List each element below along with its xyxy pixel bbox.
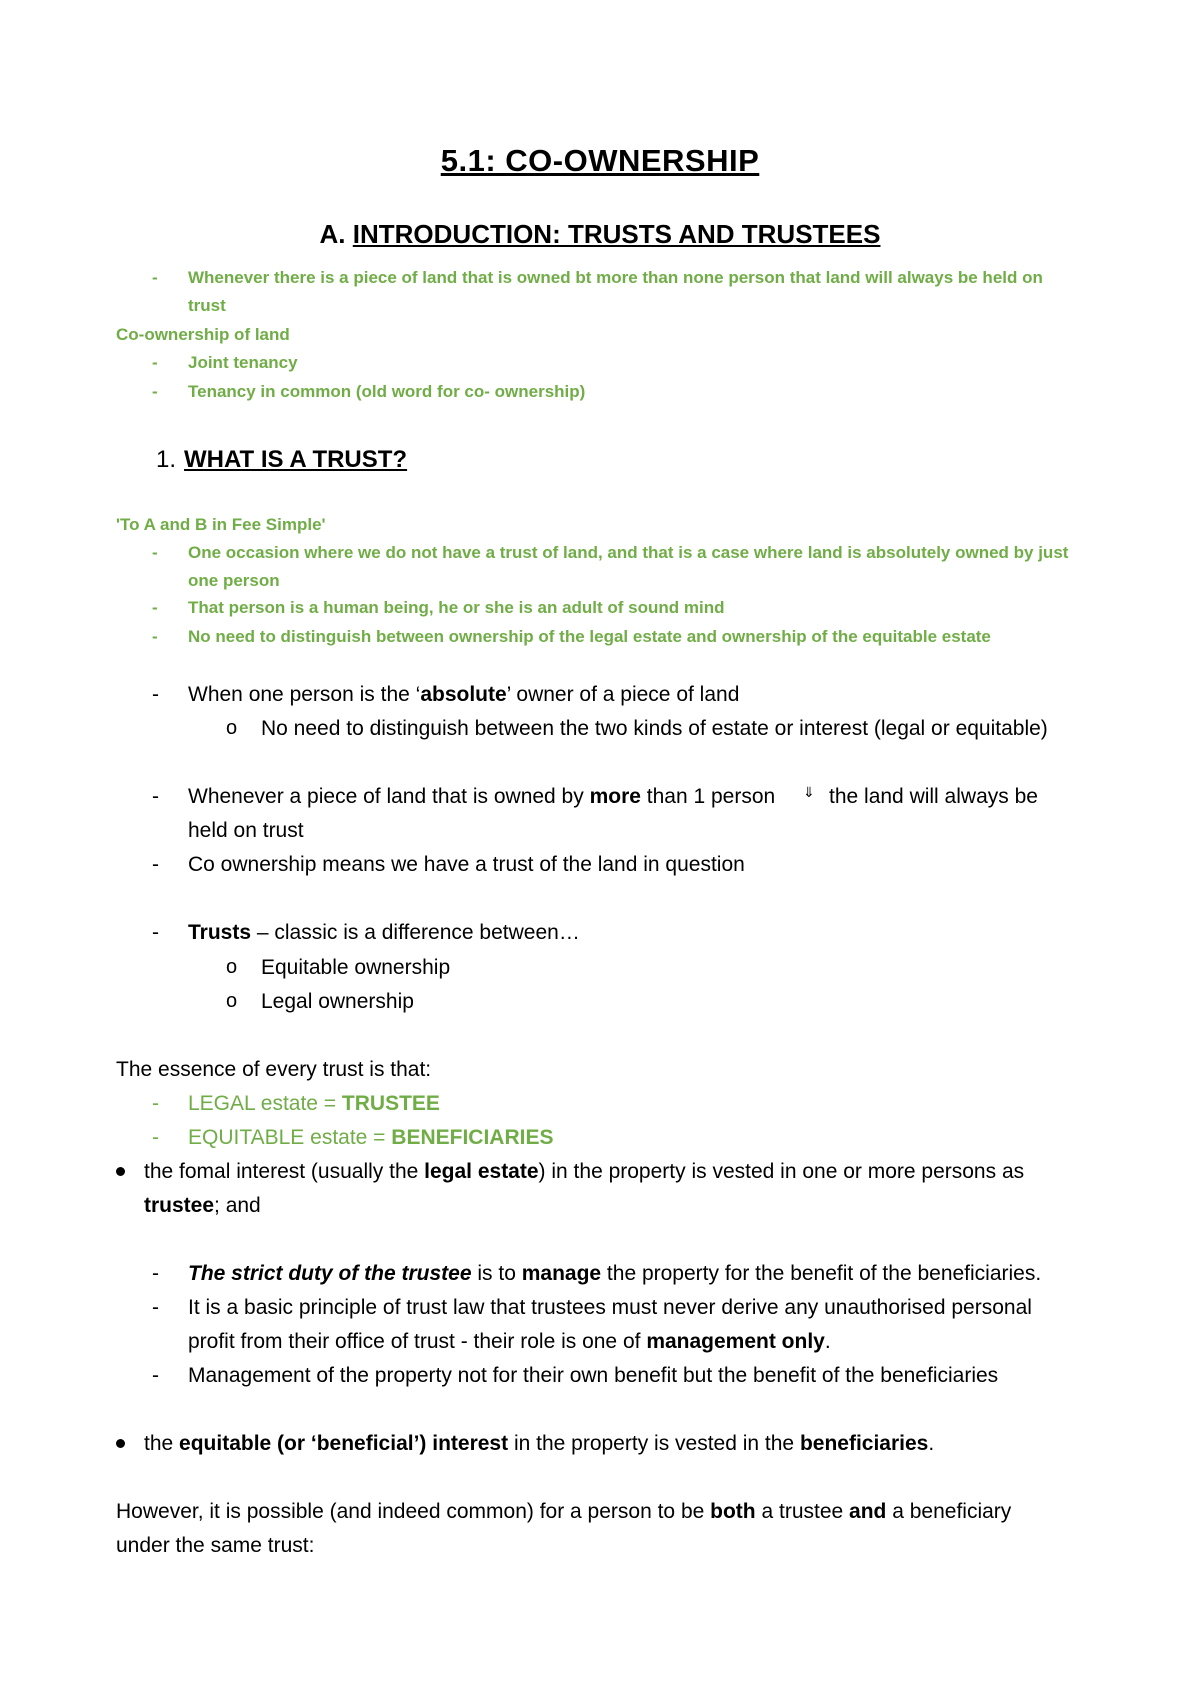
dash-marker: -: [152, 1296, 159, 1319]
intro-bullet-line: trust: [188, 296, 226, 315]
absolute-owner-text: [188, 683, 739, 707]
bold-run: equitable (or ‘beneficial’) interest: [179, 1432, 509, 1455]
basic-principle-text: It is a basic principle of trust law that trustees must never derive any unauthorised personal: [188, 1296, 1032, 1319]
section-a-title: INTRODUCTION: TRUSTS AND TRUSTEES: [352, 219, 881, 249]
text-run: in the property is vested in the: [508, 1432, 800, 1455]
bold-run: absolute: [420, 683, 507, 706]
text-run: is to: [471, 1262, 522, 1285]
more-than-one-text: held on trust: [188, 819, 304, 842]
circle-marker: o: [226, 717, 238, 739]
bold-run: beneficiaries: [799, 1432, 929, 1455]
dash-marker: -: [152, 598, 158, 617]
arrow-down-icon: ⇓: [803, 784, 815, 800]
fee-simple-line: No need to distinguish between ownership of the legal estate and ownership of the equitable estate: [188, 627, 991, 646]
text-run: ’ owner of a piece of land: [506, 683, 740, 706]
coownership-type-label: Joint tenancy: [188, 353, 298, 372]
text-run: EQUITABLE estate =: [188, 1126, 392, 1149]
bold-run: and: [849, 1500, 887, 1523]
bullet-dot: [116, 1439, 125, 1448]
text-run: the property for the benefit of the beneficiaries.: [601, 1262, 1042, 1285]
page-title: 5.1: CO-OWNERSHIP: [440, 143, 760, 178]
more-than-one-text: the land will always be: [829, 785, 1038, 808]
text-run: When one person is the ‘: [188, 683, 421, 706]
dash-marker: -: [152, 382, 158, 401]
section-1-number: 1.: [156, 446, 177, 473]
text-run: a beneficiary: [886, 1500, 1012, 1523]
dash-marker: -: [152, 921, 159, 944]
bullet-dot: [116, 1167, 125, 1176]
text-run: the fomal interest (usually the: [144, 1160, 425, 1183]
bold-run: management only: [646, 1330, 825, 1353]
basic-principle-text: [188, 1330, 831, 1354]
dash-marker: -: [152, 853, 159, 876]
formal-interest-text: [144, 1160, 1024, 1184]
text-run: than 1 person: [640, 785, 776, 808]
bold-italic-run: The strict duty of the trustee: [188, 1262, 472, 1285]
fee-simple-line: That person is a human being, he or she is an adult of sound mind: [188, 598, 725, 617]
section-1-title: WHAT IS A TRUST?: [184, 446, 408, 473]
equitable-interest-text: [144, 1432, 934, 1456]
dash-marker: -: [152, 683, 159, 706]
text-run: – classic is a difference between…: [251, 921, 580, 944]
coownership-type-label: Tenancy in common (old word for co- ownership): [188, 382, 586, 401]
text-run: .: [824, 1330, 831, 1353]
dash-marker: -: [152, 268, 158, 287]
management-text: Management of the property not for their own benefit but the benefit of the beneficiaries: [188, 1364, 999, 1387]
circle-marker: o: [226, 990, 238, 1012]
equitable-estate-text: [188, 1126, 553, 1150]
text-run: ; and: [214, 1194, 261, 1217]
dash-marker: -: [152, 1262, 159, 1285]
text-run: Whenever a piece of land that is owned by: [188, 785, 590, 808]
bold-run: trustee: [144, 1194, 215, 1217]
dash-marker: -: [152, 1126, 159, 1149]
absolute-sub-text: No need to distinguish between the two kinds of estate or interest (legal or equitable): [261, 717, 1048, 740]
dash-marker: -: [152, 627, 158, 646]
essence-intro: The essence of every trust is that:: [116, 1058, 432, 1081]
bold-run: Trusts: [188, 921, 252, 944]
bold-run: BENEFICIARIES: [391, 1126, 554, 1149]
however-paragraph: [116, 1500, 1011, 1524]
section-a-heading: [0, 219, 1200, 250]
dash-marker: -: [152, 353, 158, 372]
bold-run: legal estate: [424, 1160, 539, 1183]
formal-interest-text: [144, 1194, 261, 1218]
text-run: However, it is possible (and indeed common) for a person to be: [116, 1500, 711, 1523]
text-run: LEGAL estate =: [188, 1092, 342, 1115]
fee-simple-line: one person: [188, 571, 280, 590]
dash-marker: -: [152, 543, 158, 562]
more-than-one-text: [188, 785, 775, 809]
strict-duty-text: [188, 1262, 1041, 1286]
section-a-letter: A.: [319, 219, 346, 249]
text-run: .: [928, 1432, 935, 1455]
bold-run: manage: [521, 1262, 602, 1285]
circle-marker: o: [226, 956, 238, 978]
dash-marker: -: [152, 1092, 159, 1115]
text-run: a trustee: [755, 1500, 850, 1523]
coownership-heading: Co-ownership of land: [116, 325, 290, 344]
dash-marker: -: [152, 785, 159, 808]
fee-simple-line: One occasion where we do not have a trust of land, and that is a case where land is absolutely owned by just: [188, 543, 1069, 562]
dash-marker: -: [152, 1364, 159, 1387]
trusts-sub-text: Equitable ownership: [261, 956, 451, 979]
trusts-sub-text: Legal ownership: [261, 990, 414, 1013]
bold-run: TRUSTEE: [341, 1092, 440, 1115]
intro-bullet-line: Whenever there is a piece of land that is owned bt more than none person that land will always be held on: [188, 268, 1043, 287]
bold-run: both: [710, 1500, 756, 1523]
legal-estate-text: [188, 1092, 440, 1116]
coownership-trust-text: Co ownership means we have a trust of the land in question: [188, 853, 745, 876]
text-run: ) in the property is vested in one or more persons as: [538, 1160, 1025, 1183]
bold-run: more: [589, 785, 641, 808]
fee-simple-quote: 'To A and B in Fee Simple': [116, 515, 326, 534]
trusts-text: [188, 921, 580, 945]
text-run: the: [144, 1432, 180, 1455]
text-run: profit from their office of trust - their role is one of: [188, 1330, 647, 1353]
however-paragraph-line2: under the same trust:: [116, 1534, 315, 1557]
section-1-heading: [156, 446, 407, 474]
